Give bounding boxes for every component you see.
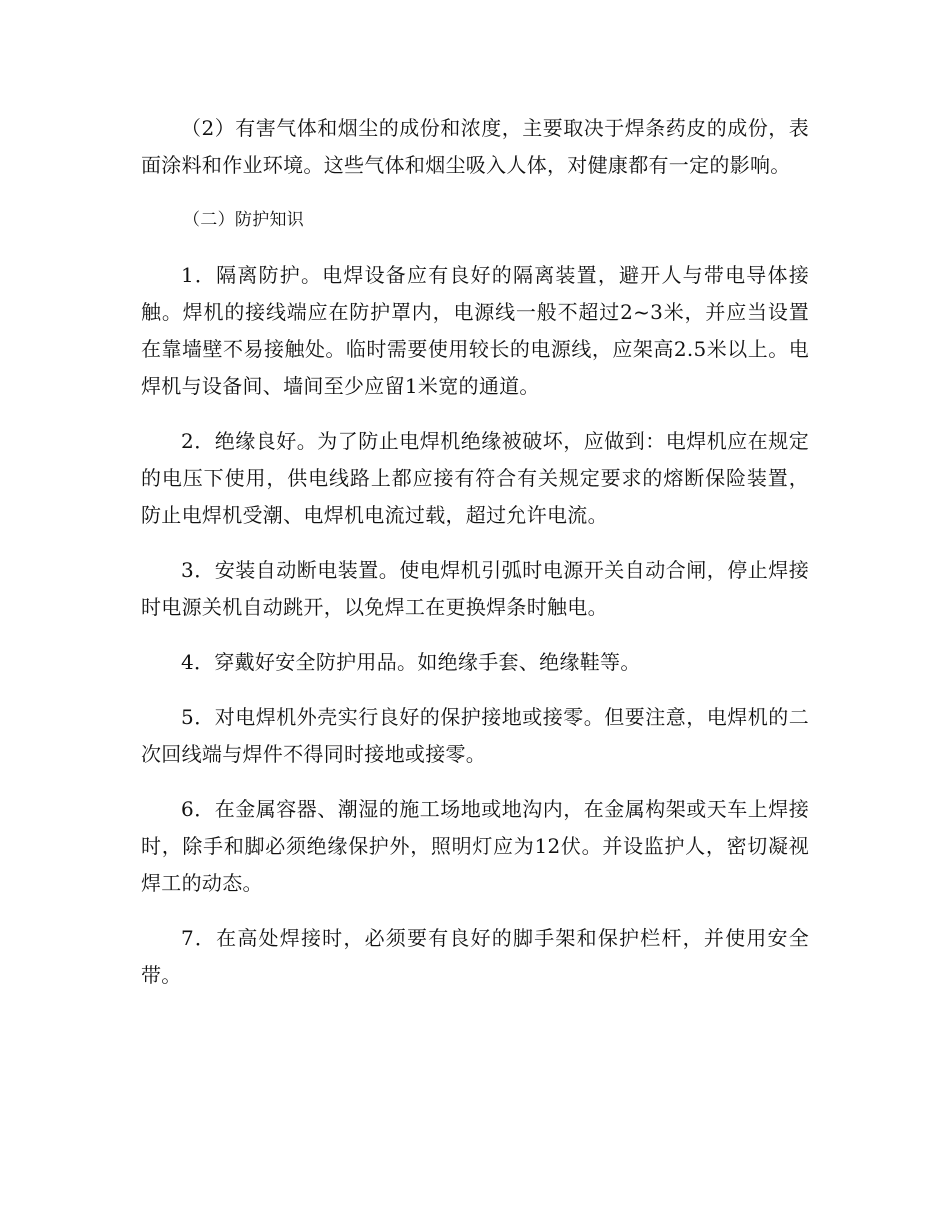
paragraph-item-5: 5．对电焊机外壳实行良好的保护接地或接零。但要注意，电焊机的二次回线端与焊件不得同时接地或接零。 [141, 705, 809, 766]
section-heading: （二）防护知识 [183, 210, 305, 230]
paragraph-item-6: 6．在金属容器、潮湿的施工场地或地沟内，在金属构架或天车上焊接时，除手和脚必须绝缘保护外，照明灯应为12伏。并设监护人，密切凝视焊工的动态。 [141, 797, 809, 895]
paragraph-item-7: 7．在高处焊接时，必须要有良好的脚手架和保护栏杆，并使用安全带。 [141, 926, 809, 987]
paragraph-harmful-gas: （2）有害气体和烟尘的成份和浓度，主要取决于焊条药皮的成份，表面涂料和作业环境。这些气体和烟尘吸入人体，对健康都有一定的影响。 [141, 116, 809, 177]
document-body [141, 110, 809, 1012]
paragraph-item-4: 4．穿戴好安全防护用品。如绝缘手套、绝缘鞋等。 [181, 650, 641, 674]
paragraph-item-1: 1．隔离防护。电焊设备应有良好的隔离装置，避开人与带电导体接触。焊机的接线端应在防护罩内，电源线一般不超过2~3米，并应当设置在靠墙壁不易接触处。临时需要使用较长的电源线，应架高2.5米以上。电焊机与设备间、墙间至少应留1米宽的通道。 [141, 263, 809, 398]
paragraph-item-3: 3．安装自动断电装置。使电焊机引弧时电源开关自动合闸，停止焊接时电源关机自动跳开，以免焊工在更换焊条时触电。 [141, 558, 809, 619]
paragraph-item-2: 2．绝缘良好。为了防止电焊机绝缘被破坏，应做到：电焊机应在规定的电压下使用，供电线路上都应接有符合有关规定要求的熔断保险装置，防止电焊机受潮、电焊机电流过载，超过允许电流。 [141, 429, 809, 527]
